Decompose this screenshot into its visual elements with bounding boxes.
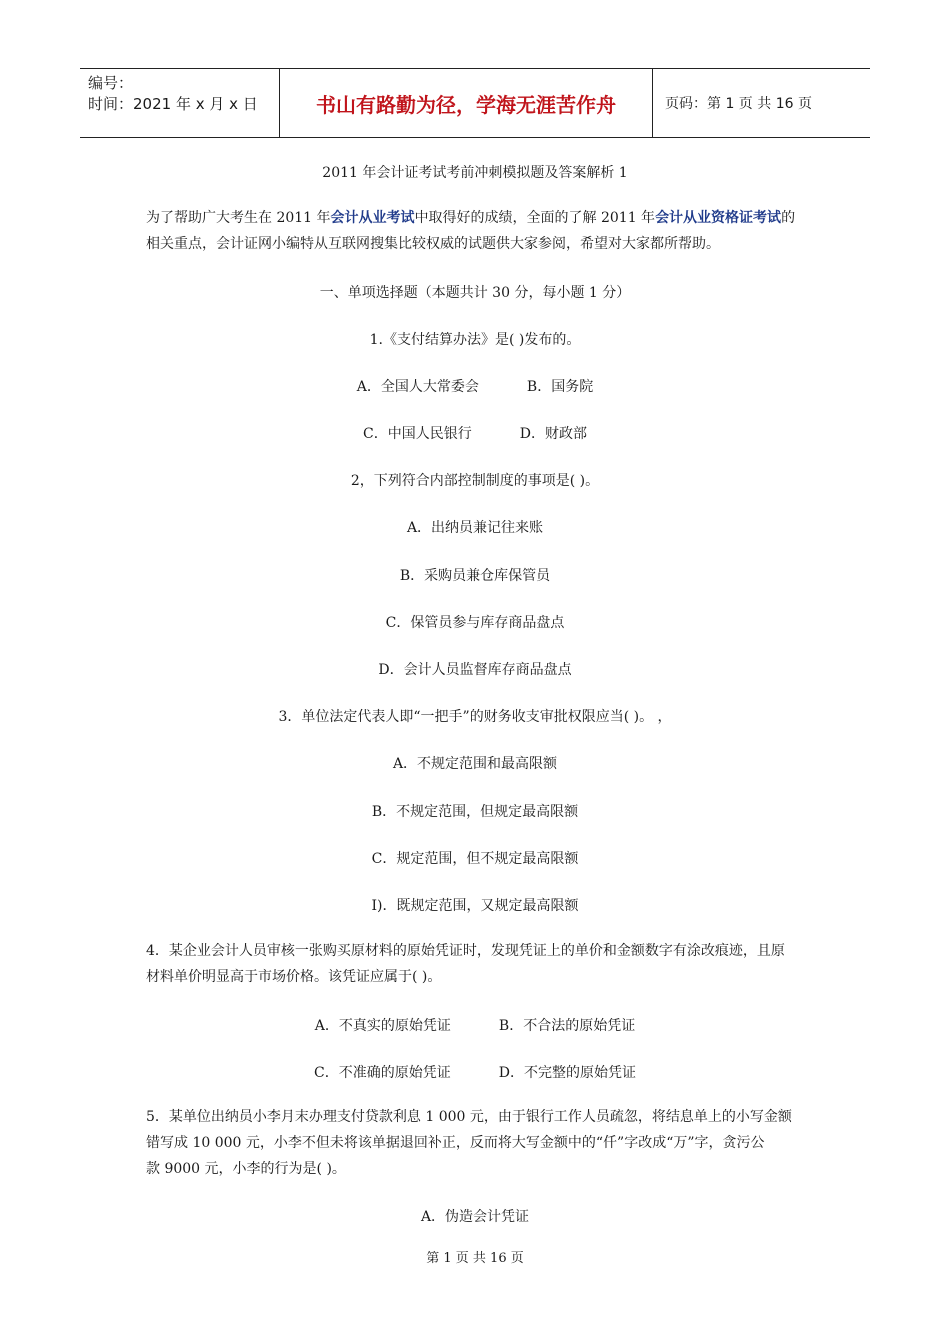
q5-stem-line-2: 错写成 10 000 元，小李不但未将该单据退回补正，反而将大写金额中的“仟”字改成“万”字，贪污公 <box>146 1135 765 1151</box>
header-page-info: 页码：第 1 页 共 16 页 <box>665 96 812 112</box>
intro-text-3: 的 <box>781 210 796 226</box>
q3-option-c: C．规定范围，但不规定最高限额 <box>371 851 579 867</box>
q2-option-d: D．会计人员监督库存商品盘点 <box>378 662 572 678</box>
q2-stem: 2，下列符合内部控制制度的事项是( )。 <box>350 473 600 489</box>
time-label: 时间：2021 年 x 月 x 日 <box>88 95 258 113</box>
intro-text-2: 中取得好的成绩，全面的了解 2011 年 <box>414 210 656 226</box>
q1-option-a: A．全国人大常委会 <box>356 379 479 395</box>
q3-stem: 3．单位法定代表人即“一把手”的财务收支审批权限应当( )。 ， <box>278 709 672 725</box>
q1-options-cd <box>0 423 950 443</box>
section-heading: 一、单项选择题（本题共计 30 分，每小题 1 分） <box>319 285 631 301</box>
q3-option-b: B．不规定范围，但规定最高限额 <box>371 804 579 820</box>
q1-option-b: B．国务院 <box>526 379 594 395</box>
q4-options-ab <box>0 1015 950 1035</box>
exam-link-1[interactable]: 会计从业考试 <box>330 210 415 226</box>
header-motto: 书山有路勤为径，学海无涯苦作舟 <box>280 69 653 137</box>
q1-options-ab <box>0 376 950 396</box>
q5-stem <box>146 1104 806 1182</box>
q5-stem-line-3: 款 9000 元，小李的行为是( )。 <box>146 1161 346 1177</box>
q3-option-a: A．不规定范围和最高限额 <box>392 756 558 772</box>
q4-option-a: A．不真实的原始凭证 <box>314 1018 451 1034</box>
intro-line-2: 相关重点，会计证网小编特从互联网搜集比较权威的试题供大家参阅，希望对大家都所帮助。 <box>146 236 720 252</box>
q1-option-c: C．中国人民银行 <box>363 426 472 442</box>
q4-option-b: B．不合法的原始凭证 <box>498 1018 636 1034</box>
q4-stem-line-2: 材料单价明显高于市场价格。该凭证应属于( )。 <box>146 969 442 985</box>
header-meta <box>80 69 280 137</box>
q4-stem-line-1: 4．某企业会计人员审核一张购买原材料的原始凭证时，发现凭证上的单价和金额数字有涂改痕迹，且原 <box>146 943 785 959</box>
q2-option-a: A．出纳员兼记往来账 <box>406 520 544 536</box>
q2-option-b: B．采购员兼仓库保管员 <box>399 568 551 584</box>
q4-stem <box>146 938 806 990</box>
q5-stem-line-1: 5．某单位出纳员小李月末办理支付贷款利息 1 000 元，由于银行工作人员疏忽，将结息单上的小写金额 <box>146 1109 792 1125</box>
exam-link-2[interactable]: 会计从业资格证考试 <box>655 210 782 226</box>
q4-option-d: D．不完整的原始凭证 <box>498 1065 636 1081</box>
intro-line-1 <box>146 205 806 231</box>
q4-option-c: C．不准确的原始凭证 <box>314 1065 451 1081</box>
intro-text-1: 为了帮助广大考生在 2011 年 <box>146 210 331 226</box>
q1-option-d: D．财政部 <box>519 426 587 442</box>
doc-title: 2011 年会计证考试考前冲刺模拟题及答案解析 1 <box>322 165 628 181</box>
q4-options-cd <box>0 1062 950 1082</box>
page-header <box>80 68 870 138</box>
page-footer: 第 1 页 共 16 页 <box>426 1251 524 1266</box>
q1-stem: 1.《支付结算办法》是( )发布的。 <box>369 332 581 348</box>
q2-option-c: C．保管员参与库存商品盘点 <box>385 615 565 631</box>
q5-option-a: A．伪造会计凭证 <box>420 1209 530 1225</box>
q3-option-d: I)．既规定范围，又规定最高限额 <box>371 898 579 914</box>
intro-paragraph <box>146 205 806 257</box>
number-label: 编号： <box>88 74 134 92</box>
